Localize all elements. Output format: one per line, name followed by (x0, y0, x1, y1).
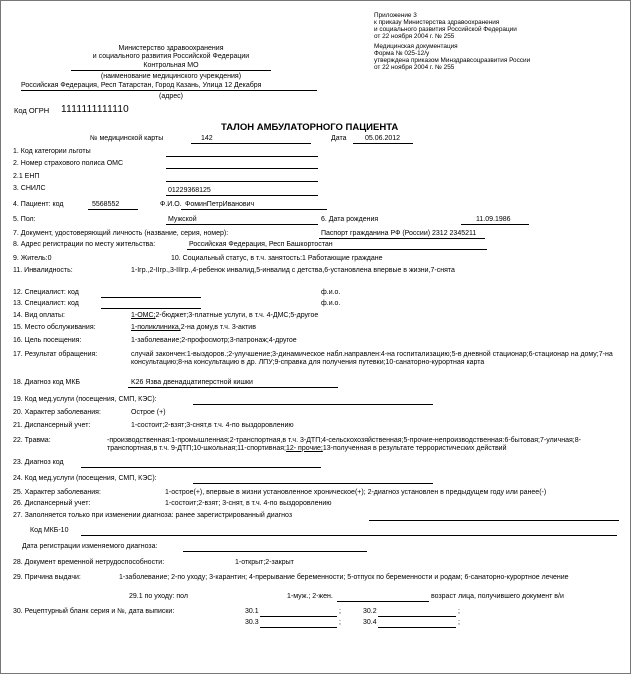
rx-separator: ; (458, 619, 460, 626)
page-title: ТАЛОН АМБУЛАТОРНОГО ПАЦИЕНТА (221, 122, 399, 133)
rx-separator: ; (458, 608, 460, 615)
field-12-fio: ф.и.о. (321, 289, 341, 296)
field-22-label: 22. Травма: (13, 437, 51, 444)
field-3-underline (166, 195, 318, 196)
field-14-label: 14. Вид оплаты: (13, 312, 65, 319)
approval-line: утверждена приказом Минздравсоцразвития России (374, 57, 531, 64)
order-line: к приказу Министерства здравоохранения (374, 19, 500, 26)
address-underline (21, 90, 317, 91)
ogrn-label: Код ОГРН (14, 106, 50, 115)
dispensary-options: 1-состоит;2-взят;3-снят,в т.ч. 4-по выздоровлению (131, 422, 294, 429)
fio-value: ФоминПетрИванович (185, 201, 255, 208)
field-11-label: 11. Инвалидность: (13, 267, 73, 274)
field-3-label: 3. СНИЛС (13, 185, 46, 192)
field-1-underline (166, 156, 318, 157)
field-24-label: 24. Код мед.услуги (посещения, СМП, КЭС): (13, 475, 157, 482)
dispensary-options-2: 1-состоит;2-взят; 3-снят, в т.ч. 4-по выздоровлению (165, 500, 332, 507)
field-2-1-underline (166, 181, 318, 182)
disability-options: 1-Iгр.,2-IIгр.,3-IIIгр.,4-ребенок инвалид,5-инвалид с детства,6-установлена впервые в жизни,7-снята (131, 267, 455, 274)
order-date: от 22 ноября 2004 г. № 255 (374, 33, 455, 40)
card-number: 142 (201, 135, 213, 142)
field-13-fio: ф.и.о. (321, 300, 341, 307)
care-sex-underline (337, 601, 429, 602)
field-24-underline (193, 483, 433, 484)
service-place-selected: 1-поликлиника, (131, 324, 181, 331)
service-place-options (131, 324, 256, 332)
field-12-underline (101, 297, 201, 298)
care-age-label: возраст лица, получившего документ в/и (431, 593, 564, 600)
fio-underline (181, 209, 327, 210)
outcome-options: случай закончен:1-выздоров.;2-улучшение;3-динамическое набл.направлен:4-на госпитализацию;5-в дневной стационар;6-стационар на дому;7-на консультацию;8-на консультацию в др. ЛПУ;9-справка для получения путевки;10-санаторно-курортная карта (131, 351, 613, 366)
field-26-label: 26. Диспансерный учет: (13, 500, 91, 507)
ministry-name: Министерство здравоохранения (118, 45, 224, 52)
field-19-underline (193, 404, 433, 405)
field-18-label: 18. Диагноз код МКБ (13, 379, 81, 386)
sex-value: Мужской (168, 216, 197, 223)
doc-type: Медицинская документация (374, 43, 458, 50)
field-2-label: 2. Номер страхового полиса ОМС (13, 160, 124, 167)
rx-30-2-line[interactable] (378, 616, 456, 617)
date-reg-label: Дата регистрации изменяемого диагноза: (22, 543, 158, 550)
payment-options (131, 312, 318, 320)
mkb10-underline (81, 535, 617, 536)
org-address: Российская Федерация, Респ Татарстан, Город Казань, Улица 12 Декабря (21, 82, 262, 89)
rx-30-4-line[interactable] (378, 627, 456, 628)
field-28-label: 28. Документ временной нетрудоспособности: (13, 559, 165, 566)
rx-30-1-label: 30.1 (245, 608, 259, 615)
rx-30-1-line[interactable] (260, 616, 337, 617)
field-19-label: 19. Код мед.услуги (посещения, СМП, КЭС): (13, 396, 157, 403)
snils-value: 01229368125 (168, 187, 211, 194)
service-place-other: 2-на дому,в т.ч. 3-актив (180, 324, 256, 331)
disease-character-options: 1-острое(+), впервые в жизни установленное хроническое(+); 2-диагноз установлен в предыдущем году или ранее(-) (165, 489, 547, 496)
issue-reason-options: 1-заболевание; 2-по уходу; 3-карантин; 4-прерывание беременности; 5-отпуск по беременности и родам; 6-санаторно-курортное лечение (119, 574, 569, 581)
birth-date: 11.09.1986 (476, 216, 511, 223)
diagnosis-value: K26 Язва двенадцатиперстной кишки (131, 379, 253, 386)
date-value: 05.06.2012 (365, 135, 401, 142)
field-15-label: 15. Место обслуживания: (13, 324, 96, 331)
field-25-label: 25. Характер заболевания: (13, 489, 101, 496)
approval-date: от 22 ноября 2004 г. № 255 (374, 64, 455, 71)
rx-separator: ; (339, 619, 341, 626)
field-12-label: 12. Специалист: код (13, 289, 79, 296)
field-8-label: 8. Адрес регистрации по месту жительства: (13, 241, 156, 248)
sick-leave-options: 1-открыт;2-закрыт (235, 559, 294, 566)
field-7-label: 7. Документ, удостоверяющий личность (название, серия, номер): (13, 230, 229, 237)
trauma-selected: 12- прочие; (285, 444, 323, 452)
mkb10-label: Код МКБ-10 (30, 527, 69, 534)
trauma-list: -производственная:1-промышленная;2-транспортная,в т.ч. 3-ДТП;4-сельскохозяйственная;5-прочие-непроизводственная:6-бытовая;7-уличная;8-транспортная,в т.ч. 9-ДТП;10-школьная;11-спортивная; (107, 437, 581, 452)
field-4-label: 4. Пациент: код (13, 201, 64, 208)
address-caption: (адрес) (159, 93, 183, 100)
rx-30-2-label: 30.2 (363, 608, 377, 615)
ministry-name: и социального развития Российской Федерации (92, 53, 250, 60)
card-underline (191, 143, 311, 144)
field-30-label: 30. Рецептурный бланк серия и №, дата выписки: (13, 608, 175, 615)
field-29-1-label: 29.1 по уходу: пол (129, 593, 188, 600)
org-name: Контрольная МО (143, 62, 199, 69)
fio-label: Ф.И.О. (160, 201, 182, 208)
field-27-underline (369, 520, 619, 521)
field-5-label: 5. Пол: (13, 216, 36, 223)
id-document-underline (319, 238, 485, 239)
patient-code: 5568552 (92, 201, 120, 208)
org-underline (71, 70, 271, 71)
diagnosis-underline (128, 387, 338, 388)
rx-30-3-line[interactable] (260, 627, 337, 628)
field-20-label: 20. Характер заболевания: (13, 409, 101, 416)
payment-selected: 1-ОМС; (131, 312, 156, 319)
field-16-label: 16. Цель посещения: (13, 337, 82, 344)
field-2-1-label: 2.1 ЕНП (13, 173, 40, 180)
payment-other: 2-бюджет;3-платные услуги, в т.ч. 4-ДМС;5-другое (155, 312, 319, 319)
patient-code-underline (88, 209, 138, 210)
field-17-label: 17. Результат обращения: (13, 351, 98, 358)
org-caption: (наименование медицинского учреждения) (100, 73, 242, 80)
field-23-underline (81, 467, 321, 468)
field-13-label: 13. Специалист: код (13, 300, 79, 307)
disease-character: Острое (+) (131, 409, 166, 416)
field-1-label: 1. Код категории льготы (13, 148, 91, 155)
card-label: № медицинской карты (90, 135, 164, 142)
trauma-terror: 13-полученная в результате террористических действий (322, 444, 507, 452)
rx-30-3-label: 30.3 (245, 619, 259, 626)
form-number: Форма № 025-12/у (374, 50, 430, 57)
birth-date-underline (461, 224, 529, 225)
field-21-label: 21. Диспансерный учет: (13, 422, 91, 429)
field-6-label: 6. Дата рождения (321, 216, 379, 223)
care-sex-options: 1-муж.; 2-жен. (287, 593, 333, 600)
ogrn-value: 1111111111110 (61, 104, 130, 115)
order-line: и социального развития Российской Федерации (374, 26, 517, 33)
rx-30-4-label: 30.4 (363, 619, 377, 626)
field-27-label: 27. Заполняется только при изменении диагноза: ранее зарегистрированный диагноз (13, 512, 293, 519)
date-underline (353, 143, 413, 144)
reg-address-value: Российская Федерация, Респ Башкортостан (189, 241, 333, 248)
trauma-options (107, 437, 623, 452)
field-29-label: 29. Причина выдачи: (13, 574, 81, 581)
rx-separator: ; (339, 608, 341, 615)
visit-purpose-options: 1-заболевание;2-профосмотр;3-патронаж;4-другое (131, 337, 297, 344)
appendix-title: Приложение 3 (374, 12, 417, 19)
date-label: Дата (331, 135, 347, 142)
reg-address-underline (187, 249, 487, 250)
field-13-underline (101, 308, 201, 309)
sex-underline (166, 224, 318, 225)
field-10-label: 10. Социальный статус, в т.ч. занятость:1 Работающие граждане (171, 255, 383, 262)
field-9-label: 9. Житель:0 (13, 255, 52, 262)
field-23-label: 23. Диагноз код (13, 459, 64, 466)
field-2-underline (166, 168, 318, 169)
id-document-value: Паспорт гражданина РФ (России) 2312 2345211 (321, 230, 477, 237)
date-reg-underline (183, 551, 367, 552)
